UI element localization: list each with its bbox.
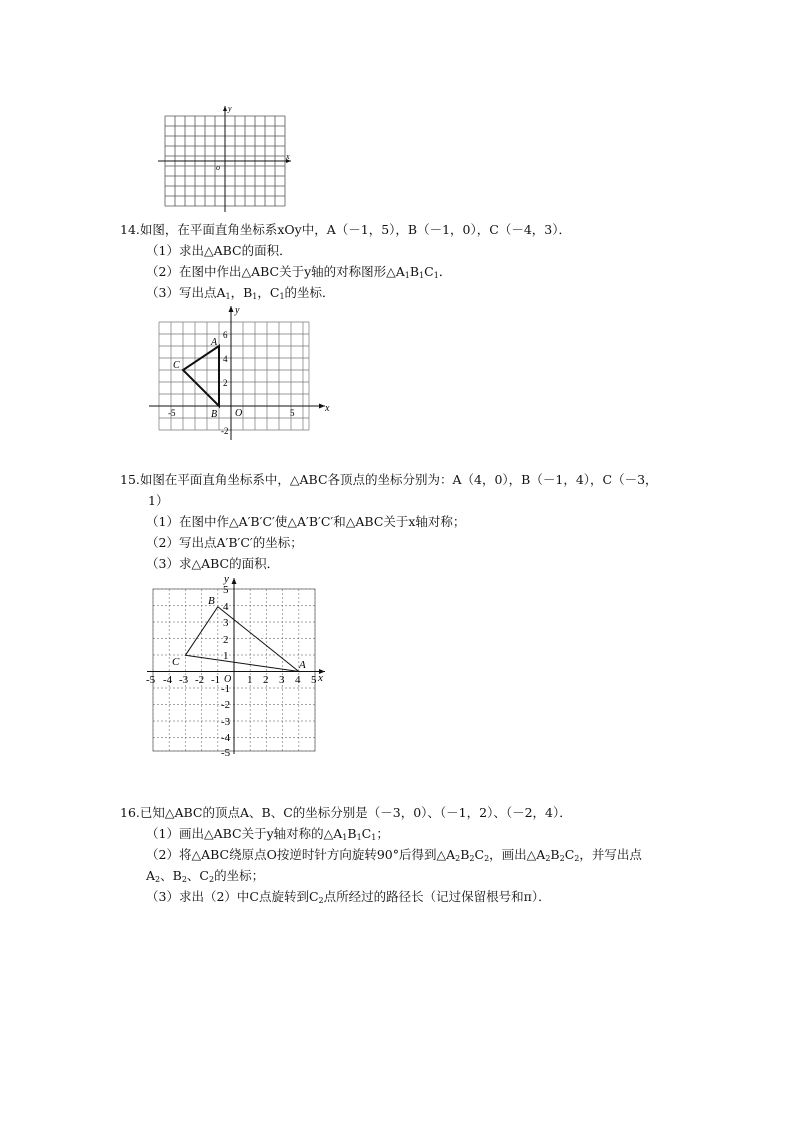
figure-15-grid xyxy=(145,574,335,759)
tick-y-1: 1 xyxy=(223,650,229,662)
tick-x-5: 5 xyxy=(290,408,295,418)
q15-stem-line2: 1） xyxy=(148,493,169,508)
q15-part3: （3）求△ABC的面积． xyxy=(146,556,280,571)
x-axis-label: x xyxy=(318,672,323,684)
q15-part2: （2）写出点A′B′C′的坐标； xyxy=(146,535,303,550)
origin-label: o xyxy=(216,163,220,172)
figure-14-grid xyxy=(145,302,335,442)
tick-y-neg2: -2 xyxy=(221,699,231,711)
tick-y-neg5: -5 xyxy=(221,747,231,759)
point-a-label: A xyxy=(299,659,306,671)
q15-part1: （1）在图中作△A′B′C′使△A′B′C′和△ABC关于x轴对称； xyxy=(146,514,466,529)
tick-y-neg2: -2 xyxy=(221,426,229,436)
q14-part2: （2）在图中作出△ABC关于y轴的对称图形$\triangle A_1B_1C_1$． xyxy=(146,264,452,280)
q16-part3: （3）求出（2）中C点旋转到$C_2$点所经过的路径长（记过保留根号和π）． xyxy=(146,889,551,905)
tick-x-neg5: -5 xyxy=(146,674,156,686)
q16-part2-line2: $A_2$、$B_2$、$C_2$的坐标； xyxy=(146,868,265,884)
tick-y-6: 6 xyxy=(223,330,228,340)
tick-y-2: 2 xyxy=(223,634,229,646)
tick-x-1: 1 xyxy=(247,674,253,686)
q16-stem: 16.已知△ABC的顶点A、B、C的坐标分别是（－3，0）、（－1，2）、（－2，4）． xyxy=(120,805,572,820)
y-axis-label: y xyxy=(224,574,229,585)
tick-x-3: 3 xyxy=(279,674,285,686)
tick-x-neg3: -3 xyxy=(179,674,189,686)
y-axis-label: y xyxy=(235,305,240,316)
tick-y-neg1: -1 xyxy=(221,683,231,695)
tick-y-2: 2 xyxy=(223,378,228,388)
point-a-label: A xyxy=(211,337,218,348)
x-axis-label: x xyxy=(325,403,330,414)
triangle-abc xyxy=(183,346,219,406)
tick-x-neg5: -5 xyxy=(168,408,176,418)
tick-x-neg1: -1 xyxy=(211,674,221,686)
tick-x-2: 2 xyxy=(263,674,269,686)
triangle-abc xyxy=(185,607,298,672)
origin-label: O xyxy=(224,674,232,685)
tick-y-neg4: -4 xyxy=(221,732,231,744)
tick-y-3: 3 xyxy=(223,617,229,629)
point-c-label: C xyxy=(172,656,180,668)
point-b-label: B xyxy=(208,595,215,607)
q16-part2-line1: （2）将△ABC绕原点O按逆时针方向旋转90°后得到$\triangle A_2B_2C_2$，画出$\triangle A_2B_2C_2$，并写出点 xyxy=(146,847,642,863)
y-axis-label: y xyxy=(228,104,232,113)
tick-y-4: 4 xyxy=(223,354,228,364)
tick-y-neg3: -3 xyxy=(221,716,231,728)
q14-part1: （1）求出△ABC的面积． xyxy=(146,243,292,258)
origin-label: O xyxy=(235,408,243,419)
x-axis-label: x xyxy=(286,152,290,161)
tick-y-5: 5 xyxy=(223,584,229,596)
tick-x-neg4: -4 xyxy=(163,674,173,686)
tick-x-5: 5 xyxy=(311,674,317,686)
tick-y-4: 4 xyxy=(223,601,229,613)
figure-13-grid xyxy=(155,100,295,215)
tick-x-4: 4 xyxy=(295,674,301,686)
tick-x-neg2: -2 xyxy=(195,674,205,686)
q14-stem: 14.如图，在平面直角坐标系xOy中，A（－1，5），B（－1，0），C（－4，3）． xyxy=(120,222,571,237)
q16-part1: （1）画出△ABC关于y轴对称的$\triangle A_1B_1C_1$； xyxy=(146,826,389,842)
q15-stem-line1: 15.如图在平面直角坐标系中，△ABC各顶点的坐标分别为：A（4，0），B（－1，4），C（－3， xyxy=(120,472,658,487)
point-c-label: C xyxy=(173,360,180,371)
point-b-label: B xyxy=(211,409,218,420)
q14-part3: （3）写出点$A_1$，$B_1$，$C_1$的坐标． xyxy=(146,285,335,301)
